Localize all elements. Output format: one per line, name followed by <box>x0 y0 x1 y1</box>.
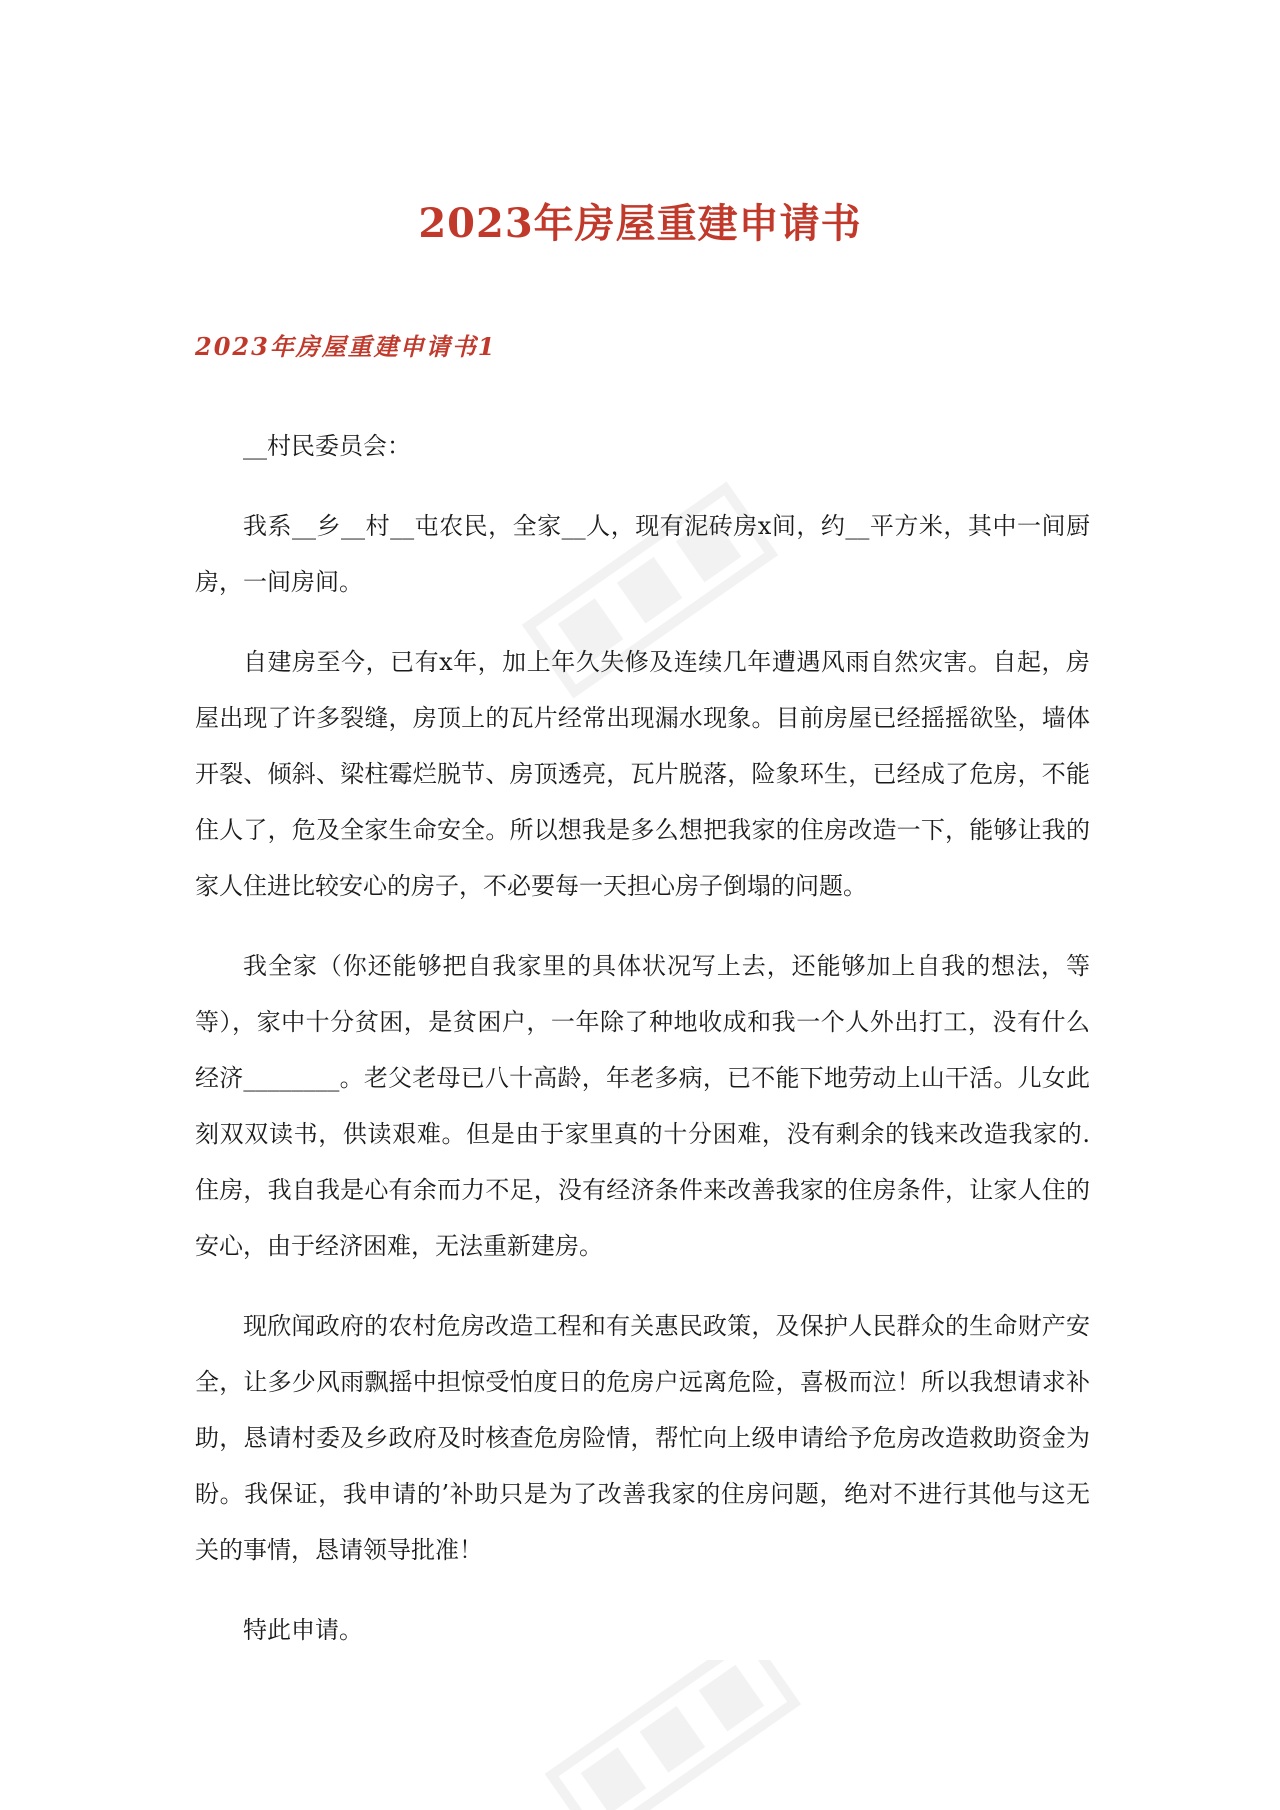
paragraph: 自建房至今，已有x年，加上年久失修及连续几年遭遇风雨自然灾害。自起，房屋出现了许多裂缝，房顶上的瓦片经常出现漏水现象。目前房屋已经摇摇欲坠，墙体开裂、倾斜、梁柱霉烂脱节、房顶透亮，瓦片脱落，险象环生，已经成了危房，不能住人了，危及全家生命安全。所以想我是多么想把我家的住房改造一下，能够让我的家人住进比较安心的房子，不必要每一天担心房子倒塌的问题。 <box>195 648 1090 900</box>
paragraph: 我系__乡__村__屯农民，全家__人，现有泥砖房x间，约__平方米，其中一间厨房，一间房间。 <box>195 512 1090 596</box>
closing-remark: 特此申请。 <box>243 1616 363 1644</box>
salutation: __村民委员会： <box>243 432 411 460</box>
paragraph: 我全家（你还能够把自我家里的具体状况写上去，还能够加上自我的想法，等等），家中十分贫困，是贫困户，一年除了种地收成和我一个人外出打工，没有什么经济________。老父老母已八十高龄，年老多病，已不能下地劳动上山干活。儿女此刻双双读书，供读艰难。但是由于家里真的十分困难，没有剩余的钱来改造我家的.住房，我自我是心有余而力不足，没有经济条件来改善我家的住房条件，让家人住的安心，由于经济困难，无法重新建房。 <box>195 952 1090 1260</box>
watermark-logo-icon <box>520 1660 820 1810</box>
section-heading: 2023年房屋重建申请书1 <box>195 332 497 361</box>
paragraph: 现欣闻政府的农村危房改造工程和有关惠民政策，及保护人民群众的生命财产安全，让多少风雨飘摇中担惊受怕度日的危房户远离危险，喜极而泣！所以我想请求补助，恳请村委及乡政府及时核查危房险情，帮忙向上级申请给予危房改造救助资金为盼。我保证，我申请的’补助只是为了改善我家的住房问题，绝对不进行其他与这无关的事情，恳请领导批准！ <box>195 1312 1090 1564</box>
letter-body <box>195 418 1090 1682</box>
document-title: 2023年房屋重建申请书 <box>418 200 862 247</box>
